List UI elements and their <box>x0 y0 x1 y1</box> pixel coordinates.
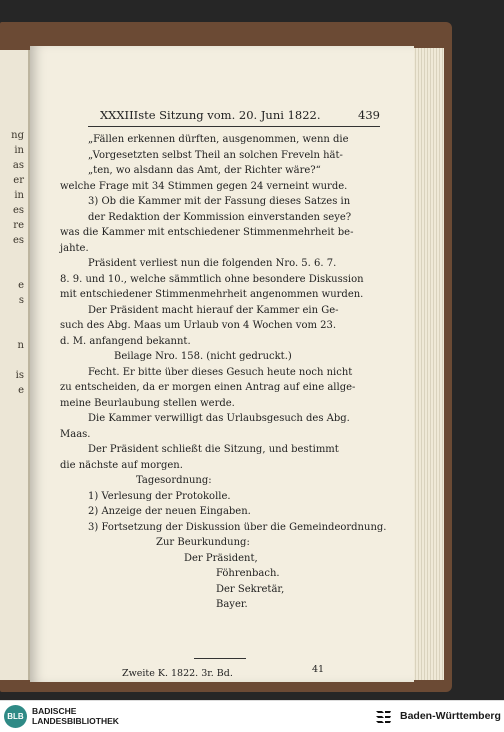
text-line: Maas. <box>60 428 91 440</box>
text-line: die nächste auf morgen. <box>60 459 183 471</box>
left-page-fragment: re <box>13 220 24 231</box>
text-line: Bayer. <box>216 599 248 610</box>
left-page-fragment: n <box>17 340 24 351</box>
text-line: mit entschiedener Stimmenmehrheit angenommen wurden. <box>60 289 364 300</box>
left-page-fragment: ng <box>11 130 24 141</box>
left-page-fragment <box>0 263 26 278</box>
left-page-fragment: in <box>14 190 24 201</box>
text-line: Der Präsident schließt die Sitzung, und bestimmt <box>88 444 339 455</box>
text-line: zu entscheiden, da er morgen einen Antrag auf eine allge- <box>60 382 356 393</box>
text-line: 3) Ob die Kammer mit der Fassung dieses Satzes in <box>88 196 351 207</box>
text-line: Beilage Nro. 158. (nicht gedruckt.) <box>114 351 292 362</box>
bottom-bar <box>0 700 504 732</box>
text-line: jahte. <box>60 242 89 254</box>
text-line: 2) Anzeige der neuen Eingaben. <box>88 506 251 517</box>
text-line: meine Beurlaubung stellen werde. <box>60 397 235 409</box>
blb-logo-icon[interactable]: BLB <box>4 705 27 728</box>
text-line: „Vorgesetzten selbst Theil an solchen Freveln hät- <box>88 149 343 161</box>
left-page-edge <box>0 50 30 680</box>
header-title: XXXIIIste Sitzung vom. 20. Juni 1822. <box>100 108 321 122</box>
library-name-line2: LANDESBIBLIOTHEK <box>32 716 119 726</box>
left-page-fragment: er <box>13 175 24 186</box>
text-line: 1) Verlesung der Protokolle. <box>88 490 231 502</box>
closing-rule <box>194 658 246 659</box>
left-page-fragment: es <box>12 205 24 216</box>
left-page-fragment <box>0 308 26 323</box>
left-page-fragment: e <box>18 280 24 291</box>
text-line: Föhrenbach. <box>216 568 280 579</box>
left-page-fragment: as <box>12 160 24 171</box>
left-page-fragment <box>0 353 26 368</box>
text-line: Zur Beurkundung: <box>156 537 250 548</box>
text-line: Der Sekretär, <box>216 583 285 595</box>
text-line: „Fällen erkennen dürften, ausgenommen, wenn die <box>88 134 349 145</box>
header-rule <box>88 126 380 127</box>
text-line: was die Kammer mit entschiedener Stimmenmehrheit be- <box>60 227 354 238</box>
left-page-snippets <box>0 128 26 398</box>
left-page-fragment <box>0 323 26 338</box>
page-edges <box>410 48 444 680</box>
left-page-fragment: e <box>18 385 24 396</box>
page-header <box>100 108 380 122</box>
text-line: der Redaktion der Kommission einverstanden seye? <box>88 211 352 223</box>
text-line: welche Frage mit 34 Stimmen gegen 24 verneint wurde. <box>60 180 348 192</box>
left-page-fragment: s <box>18 295 24 306</box>
text-line: 3) Fortsetzung der Diskussion über die Gemeindeordnung. <box>88 521 387 533</box>
state-name[interactable]: Baden-Württemberg <box>400 710 501 722</box>
left-page-fragment: es <box>12 235 24 246</box>
text-line: such des Abg. Maas um Urlaub von 4 Wochen vom 23. <box>60 320 337 331</box>
text-line: Der Präsident, <box>184 552 258 564</box>
text-line: Präsident verliest nun die folgenden Nro. 5. 6. 7. <box>88 258 337 269</box>
text-line: „ten, wo alsdann das Amt, der Richter wäre?“ <box>88 165 321 176</box>
baden-wuerttemberg-lions-icon <box>374 708 394 726</box>
library-name-line1: BADISCHE <box>32 706 77 716</box>
text-line: Die Kammer verwilligt das Urlaubsgesuch des Abg. <box>88 413 350 424</box>
page-footer <box>122 664 342 679</box>
left-page-fragment <box>0 248 26 263</box>
book-page <box>30 46 414 682</box>
text-line: Der Präsident macht hierauf der Kammer ein Ge- <box>88 304 339 316</box>
page-number: 439 <box>358 108 380 122</box>
text-line: 8. 9. und 10., welche sämmtlich ohne besondere Diskussion <box>60 273 364 285</box>
library-name[interactable] <box>32 706 119 726</box>
text-line: Tagesordnung: <box>136 475 212 486</box>
volume-note: Zweite K. 1822. 3r. Bd. <box>122 668 233 679</box>
left-page-fragment: in <box>14 145 24 156</box>
text-line: Fecht. Er bitte über dieses Gesuch heute noch nicht <box>88 366 353 378</box>
signature-mark: 41 <box>312 664 325 675</box>
page-text <box>60 132 386 613</box>
left-page-fragment: is <box>15 370 24 381</box>
text-line: d. M. anfangend bekannt. <box>60 335 191 347</box>
